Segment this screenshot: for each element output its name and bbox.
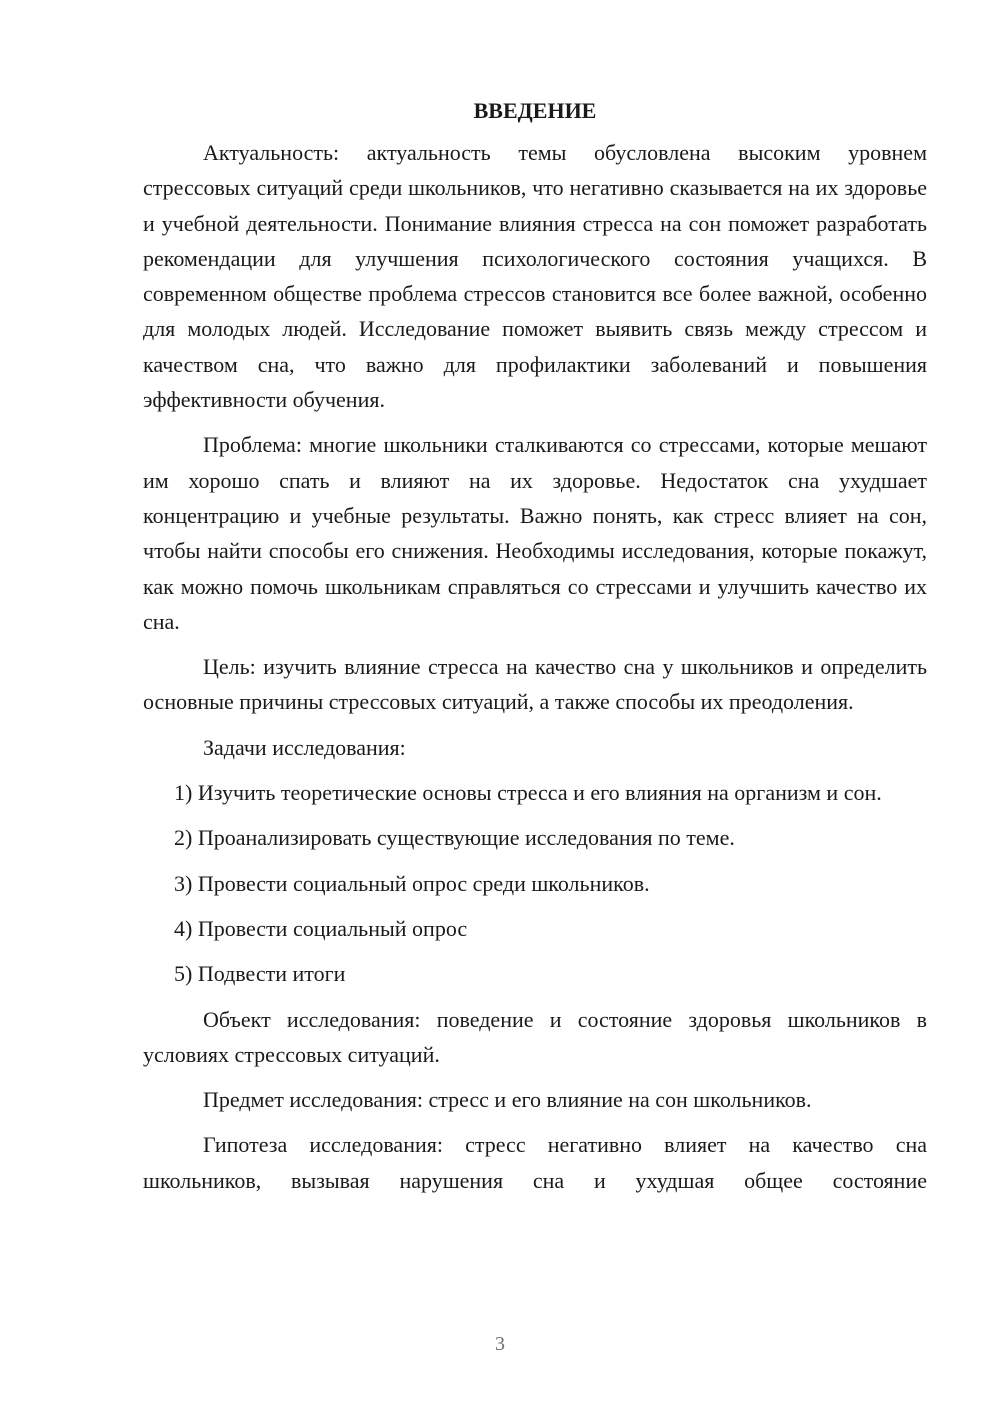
task-item: 1) Изучить теоретические основы стресса и его влияния на организм и сон. xyxy=(174,780,882,806)
research-object-paragraph: Объект исследования: поведение и состояние здоровья школьников в условиях стрессовых ситуаций. xyxy=(143,1006,927,1067)
hypothesis-paragraph: Гипотеза исследования: стресс негативно влияет на качество сна школьников, вызывая нарушения сна и ухудшая общее состояние xyxy=(143,1132,927,1193)
research-subject-paragraph: Предмет исследования: стресс и его влияние на сон школьников. xyxy=(203,1087,812,1113)
task-item: 5) Подвести итоги xyxy=(174,961,346,987)
page-title: ВВЕДЕНИЕ xyxy=(473,98,597,123)
task-item: 4) Провести социальный опрос xyxy=(174,915,468,941)
tasks-heading: Задачи исследования: xyxy=(203,734,406,760)
problem-paragraph: Проблема: многие школьники сталкиваются со стрессами, которые мешают им хорошо спать и влияют на их здоровье. Недостаток сна ухудшает концентрацию и учебные результаты. Важно понять, как стресс влияет на сон, чтобы найти способы его снижения. Необходимы исследования, которые покажут, как можно помочь школьникам справляться со стрессами и улучшить качество их сна. xyxy=(143,432,927,634)
goal-paragraph: Цель: изучить влияние стресса на качество сна у школьников и определить основные причины стрессовых ситуаций, а также способы их преодоления. xyxy=(143,654,927,715)
relevance-paragraph: Актуальность: актуальность темы обусловлена высоким уровнем стрессовых ситуаций среди школьников, что негативно сказывается на их здоровье и учебной деятельности. Понимание влияния стресса на сон поможет разработать рекомендации для улучшения психологического состояния учащихся. В современном обществе проблема стрессов становится все более важной, особенно для молодых людей. Исследование поможет выявить связь между стрессом и качеством сна, что важно для профилактики заболеваний и повышения эффективности обучения. xyxy=(143,140,927,413)
task-item: 2) Проанализировать существующие исследования по теме. xyxy=(174,825,735,851)
task-item: 3) Провести социальный опрос среди школьников. xyxy=(174,870,650,896)
page-content xyxy=(143,95,927,1208)
page-number: 3 xyxy=(495,1333,505,1355)
